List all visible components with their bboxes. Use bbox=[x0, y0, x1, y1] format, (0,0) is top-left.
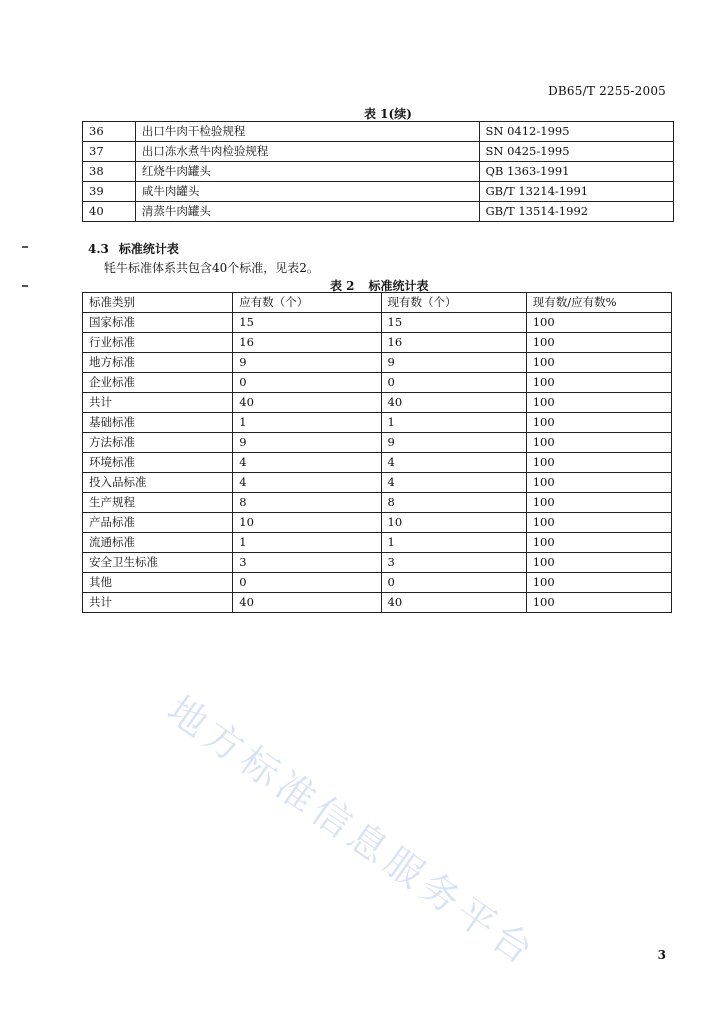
table-cell: 4 bbox=[233, 473, 381, 493]
table-cell: 100 bbox=[526, 493, 671, 513]
table2-row bbox=[83, 453, 672, 473]
table-cell: 0 bbox=[381, 573, 526, 593]
document-code: DB65/T 2255-2005 bbox=[548, 84, 666, 98]
table2-row bbox=[83, 473, 672, 493]
table-cell: 15 bbox=[381, 313, 526, 333]
table-cell: 企业标准 bbox=[83, 373, 233, 393]
table-cell: 出口冻水煮牛肉检验规程 bbox=[135, 142, 479, 162]
table-cell: 3 bbox=[381, 553, 526, 573]
table-cell: GB/T 13514-1992 bbox=[479, 202, 674, 222]
table-cell: 100 bbox=[526, 513, 671, 533]
margin-mark bbox=[22, 246, 28, 248]
table-cell: 100 bbox=[526, 573, 671, 593]
table-cell: 100 bbox=[526, 333, 671, 353]
table-cell: 行业标准 bbox=[83, 333, 233, 353]
table2-header-cell: 标准类别 bbox=[83, 293, 233, 313]
table-cell: 方法标准 bbox=[83, 433, 233, 453]
table-cell: 16 bbox=[381, 333, 526, 353]
table-cell: 清蒸牛肉罐头 bbox=[135, 202, 479, 222]
table-cell: 100 bbox=[526, 533, 671, 553]
table1-row bbox=[83, 182, 674, 202]
table-cell: 40 bbox=[83, 202, 136, 222]
table1-row bbox=[83, 202, 674, 222]
table-cell: 100 bbox=[526, 473, 671, 493]
table-cell: 1 bbox=[381, 533, 526, 553]
section-heading bbox=[88, 240, 179, 257]
table-cell: 红烧牛肉罐头 bbox=[135, 162, 479, 182]
section-paragraph: 牦牛标准体系共包含40个标准，见表2。 bbox=[104, 261, 319, 275]
table-cell: 国家标准 bbox=[83, 313, 233, 333]
table-cell: 咸牛肉罐头 bbox=[135, 182, 479, 202]
table2-row bbox=[83, 373, 672, 393]
table2-header-cell: 现有数（个） bbox=[381, 293, 526, 313]
table-cell: 生产规程 bbox=[83, 493, 233, 513]
table1-caption: 表 1(续) bbox=[364, 107, 412, 121]
table-cell: 0 bbox=[233, 573, 381, 593]
table-cell: 1 bbox=[381, 413, 526, 433]
table1 bbox=[82, 121, 674, 222]
table-cell: 9 bbox=[233, 433, 381, 453]
table-cell: 40 bbox=[381, 393, 526, 413]
table2-row bbox=[83, 393, 672, 413]
table-cell: 地方标准 bbox=[83, 353, 233, 373]
table-cell: 出口牛肉干检验规程 bbox=[135, 122, 479, 142]
table2-row bbox=[83, 353, 672, 373]
table-cell: 共计 bbox=[83, 593, 233, 613]
table2-header-cell: 应有数（个） bbox=[233, 293, 381, 313]
table2-header-cell: 现有数/应有数% bbox=[526, 293, 671, 313]
page-number: 3 bbox=[657, 948, 666, 962]
table-cell: 产品标准 bbox=[83, 513, 233, 533]
table-cell: 10 bbox=[381, 513, 526, 533]
table-cell: 投入品标准 bbox=[83, 473, 233, 493]
table-cell: SN 0425-1995 bbox=[479, 142, 674, 162]
table1-row bbox=[83, 162, 674, 182]
table2 bbox=[82, 292, 672, 613]
table2-row bbox=[83, 533, 672, 553]
section-title: 标准统计表 bbox=[118, 242, 179, 256]
table2-caption-title: 标准统计表 bbox=[368, 279, 429, 293]
table-cell: 9 bbox=[233, 353, 381, 373]
table-cell: 100 bbox=[526, 413, 671, 433]
table2-row bbox=[83, 313, 672, 333]
table-cell: 4 bbox=[233, 453, 381, 473]
table-cell: 100 bbox=[526, 433, 671, 453]
table-cell: 36 bbox=[83, 122, 136, 142]
table2-row bbox=[83, 513, 672, 533]
table-cell: 100 bbox=[526, 453, 671, 473]
table-cell: 16 bbox=[233, 333, 381, 353]
table-cell: 0 bbox=[381, 373, 526, 393]
table-cell: 100 bbox=[526, 593, 671, 613]
table-cell: 4 bbox=[381, 453, 526, 473]
table-cell: 100 bbox=[526, 353, 671, 373]
table2-row bbox=[83, 573, 672, 593]
table2-row bbox=[83, 413, 672, 433]
table-cell: 100 bbox=[526, 393, 671, 413]
table-cell: 基础标准 bbox=[83, 413, 233, 433]
table2-row bbox=[83, 493, 672, 513]
table-cell: 环境标准 bbox=[83, 453, 233, 473]
table-cell: 39 bbox=[83, 182, 136, 202]
table-cell: 流通标准 bbox=[83, 533, 233, 553]
table2-row bbox=[83, 553, 672, 573]
section-number: 4.3 bbox=[88, 242, 109, 256]
table-cell: 4 bbox=[381, 473, 526, 493]
table-cell: 37 bbox=[83, 142, 136, 162]
margin-mark bbox=[22, 285, 28, 287]
table-cell: 40 bbox=[233, 593, 381, 613]
table-cell: 100 bbox=[526, 553, 671, 573]
table-cell: 1 bbox=[233, 533, 381, 553]
table-cell: SN 0412-1995 bbox=[479, 122, 674, 142]
table-cell: 9 bbox=[381, 433, 526, 453]
table-cell: 40 bbox=[233, 393, 381, 413]
table-cell: 100 bbox=[526, 313, 671, 333]
table-cell: 38 bbox=[83, 162, 136, 182]
table-cell: 10 bbox=[233, 513, 381, 533]
table2-caption-number: 表 2 bbox=[330, 279, 355, 293]
table-cell: 100 bbox=[526, 373, 671, 393]
table-cell: 安全卫生标准 bbox=[83, 553, 233, 573]
table2-row bbox=[83, 433, 672, 453]
table-cell: 3 bbox=[233, 553, 381, 573]
table-cell: 8 bbox=[381, 493, 526, 513]
table-cell: 40 bbox=[381, 593, 526, 613]
table-cell: 其他 bbox=[83, 573, 233, 593]
table-cell: 0 bbox=[233, 373, 381, 393]
table-cell: GB/T 13214-1991 bbox=[479, 182, 674, 202]
table-cell: QB 1363-1991 bbox=[479, 162, 674, 182]
table1-row bbox=[83, 142, 674, 162]
table1-row bbox=[83, 122, 674, 142]
table2-row bbox=[83, 593, 672, 613]
table-cell: 1 bbox=[233, 413, 381, 433]
table-cell: 15 bbox=[233, 313, 381, 333]
table2-row bbox=[83, 333, 672, 353]
table-cell: 共计 bbox=[83, 393, 233, 413]
table-cell: 8 bbox=[233, 493, 381, 513]
table-cell: 9 bbox=[381, 353, 526, 373]
watermark: 地方标准信息服务平台 bbox=[159, 687, 546, 976]
table2-header-row bbox=[83, 293, 672, 313]
